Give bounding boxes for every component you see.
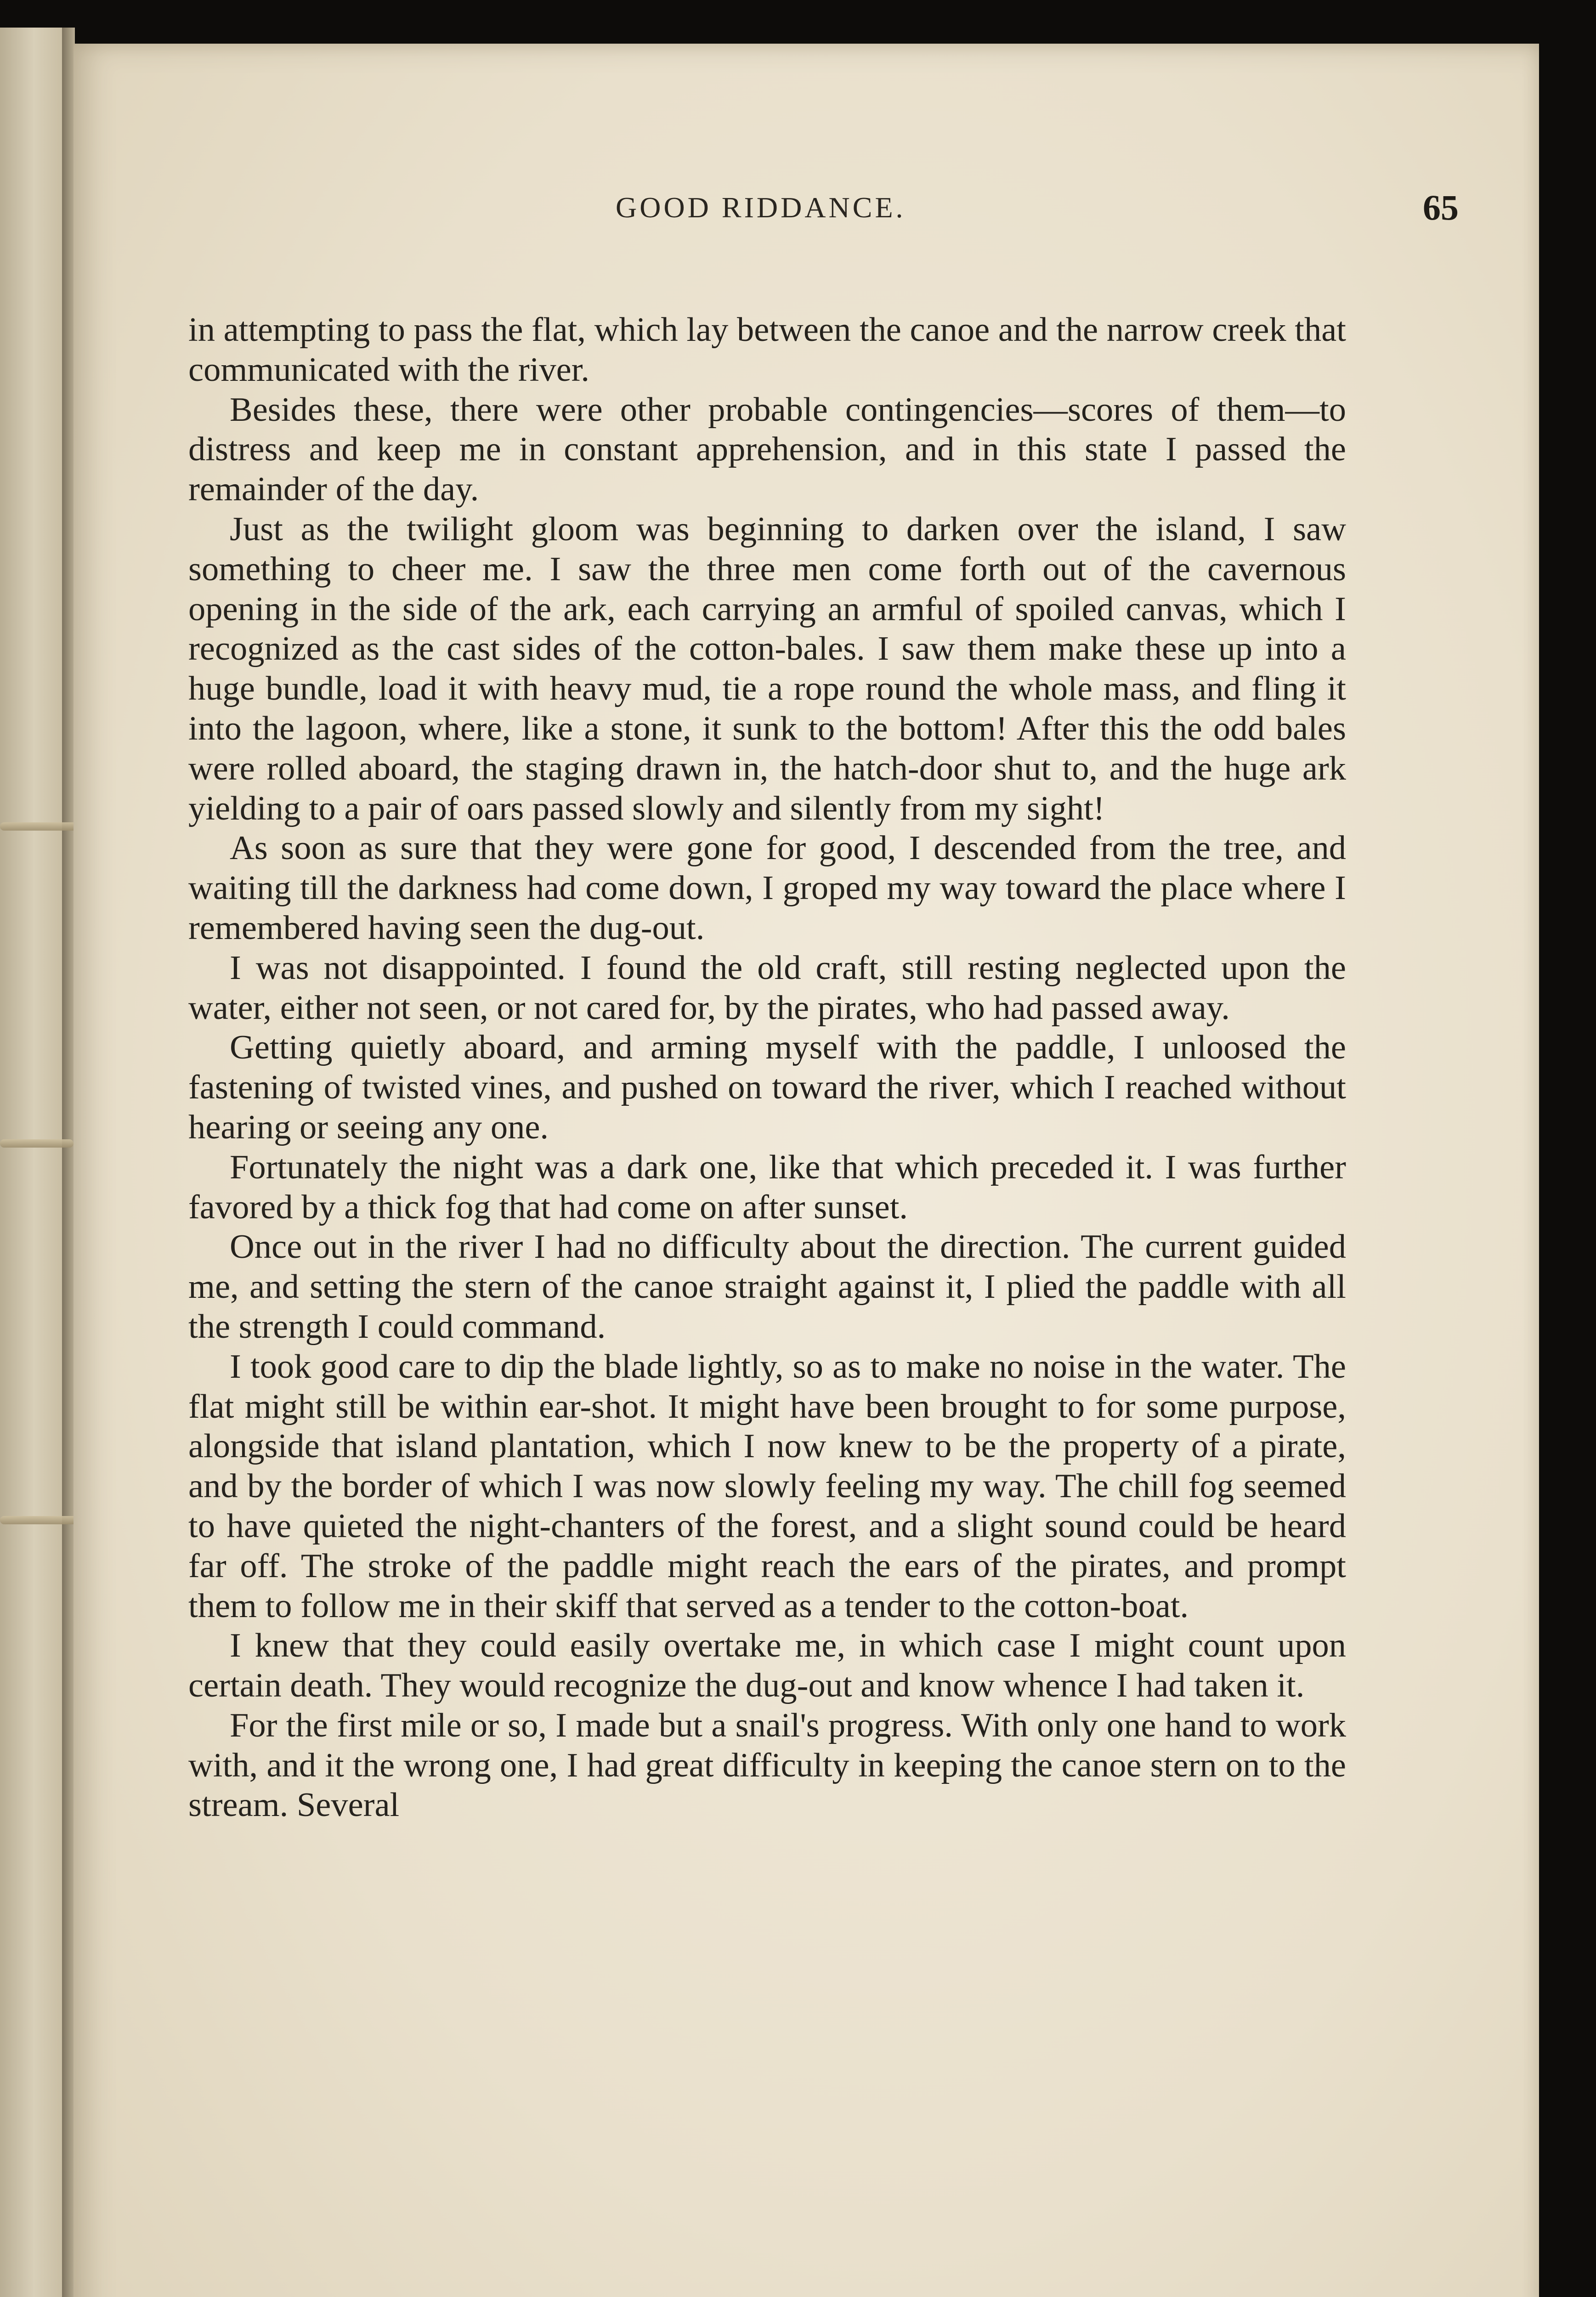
running-head: GOOD RIDDANCE.: [616, 191, 906, 224]
body-text: [188, 310, 1346, 1825]
binding-gutter: [62, 28, 75, 2297]
paragraph: For the first mile or so, I made but a snail's progress. With only one hand to work with, and it the wrong one, I had great difficulty in keeping the canoe stern on to the stream. Several: [188, 1706, 1346, 1824]
page-number: 65: [1423, 187, 1459, 227]
paragraph: I took good care to dip the blade lightly, so as to make no noise in the water. The flat might still be within ear-shot. It might have been brought to for some purpose, alongside that island plantation, which I now knew to be the property of a pirate, and by the border of which I was now slowly feeling my way. The chill fog seemed to have quieted the night-chanters of the forest, and a slight sound could be heard far off. The stroke of the paddle might reach the ears of the pirates, and prompt them to follow me in their skiff that served as a tender to the cotton-boat.: [188, 1347, 1346, 1625]
binding-thread: [0, 1139, 74, 1148]
paragraph: Just as the twilight gloom was beginning to darken over the island, I saw something to cheer me. I saw the three men come forth out of the cavernous opening in the side of the ark, each carrying an armful of spoiled canvas, which I recognized as the cast sides of the cotton-bales. I saw them make these up into a huge bundle, load it with heavy mud, tie a rope round the whole mass, and fling it into the lagoon, where, like a stone, it sunk to the bottom! After this the odd bales were rolled aboard, the staging drawn in, the hatch-door shut to, and the huge ark yielding to a pair of oars passed slowly and silently from my sight!: [188, 510, 1346, 827]
page-header: [74, 187, 1539, 246]
paragraph: Once out in the river I had no difficulty about the direction. The current guided me, and setting the stern of the canoe straight against it, I plied the paddle with all the strength I could command.: [188, 1228, 1346, 1346]
paragraph: As soon as sure that they were gone for good, I descended from the tree, and waiting till the darkness had come down, I groped my way toward the place where I remembered having seen the dug-out.: [188, 829, 1346, 947]
paragraph: Besides these, there were other probable contingencies—scores of them—to distress and keep me in constant apprehension, and in this state I passed the remainder of the day.: [188, 390, 1346, 509]
paragraph: I knew that they could easily overtake me, in which case I might count upon certain death. They would recognize the dug-out and know whence I had taken it.: [188, 1627, 1346, 1705]
facing-page-edge: [0, 28, 63, 2297]
paragraph: in attempting to pass the flat, which lay between the canoe and the narrow creek that communicated with the river.: [188, 311, 1346, 389]
paragraph: I was not disappointed. I found the old craft, still resting neglected upon the water, either not seen, or not cared for, by the pirates, who had passed away.: [188, 949, 1346, 1027]
paragraph: Getting quietly aboard, and arming myself with the paddle, I unloosed the fastening of twisted vines, and pushed on toward the river, which I reached without hearing or seeing any one.: [188, 1029, 1346, 1146]
book-page: [74, 44, 1539, 2297]
paragraph: Fortunately the night was a dark one, like that which preceded it. I was further favored by a thick fog that had come on after sunset.: [188, 1148, 1346, 1226]
